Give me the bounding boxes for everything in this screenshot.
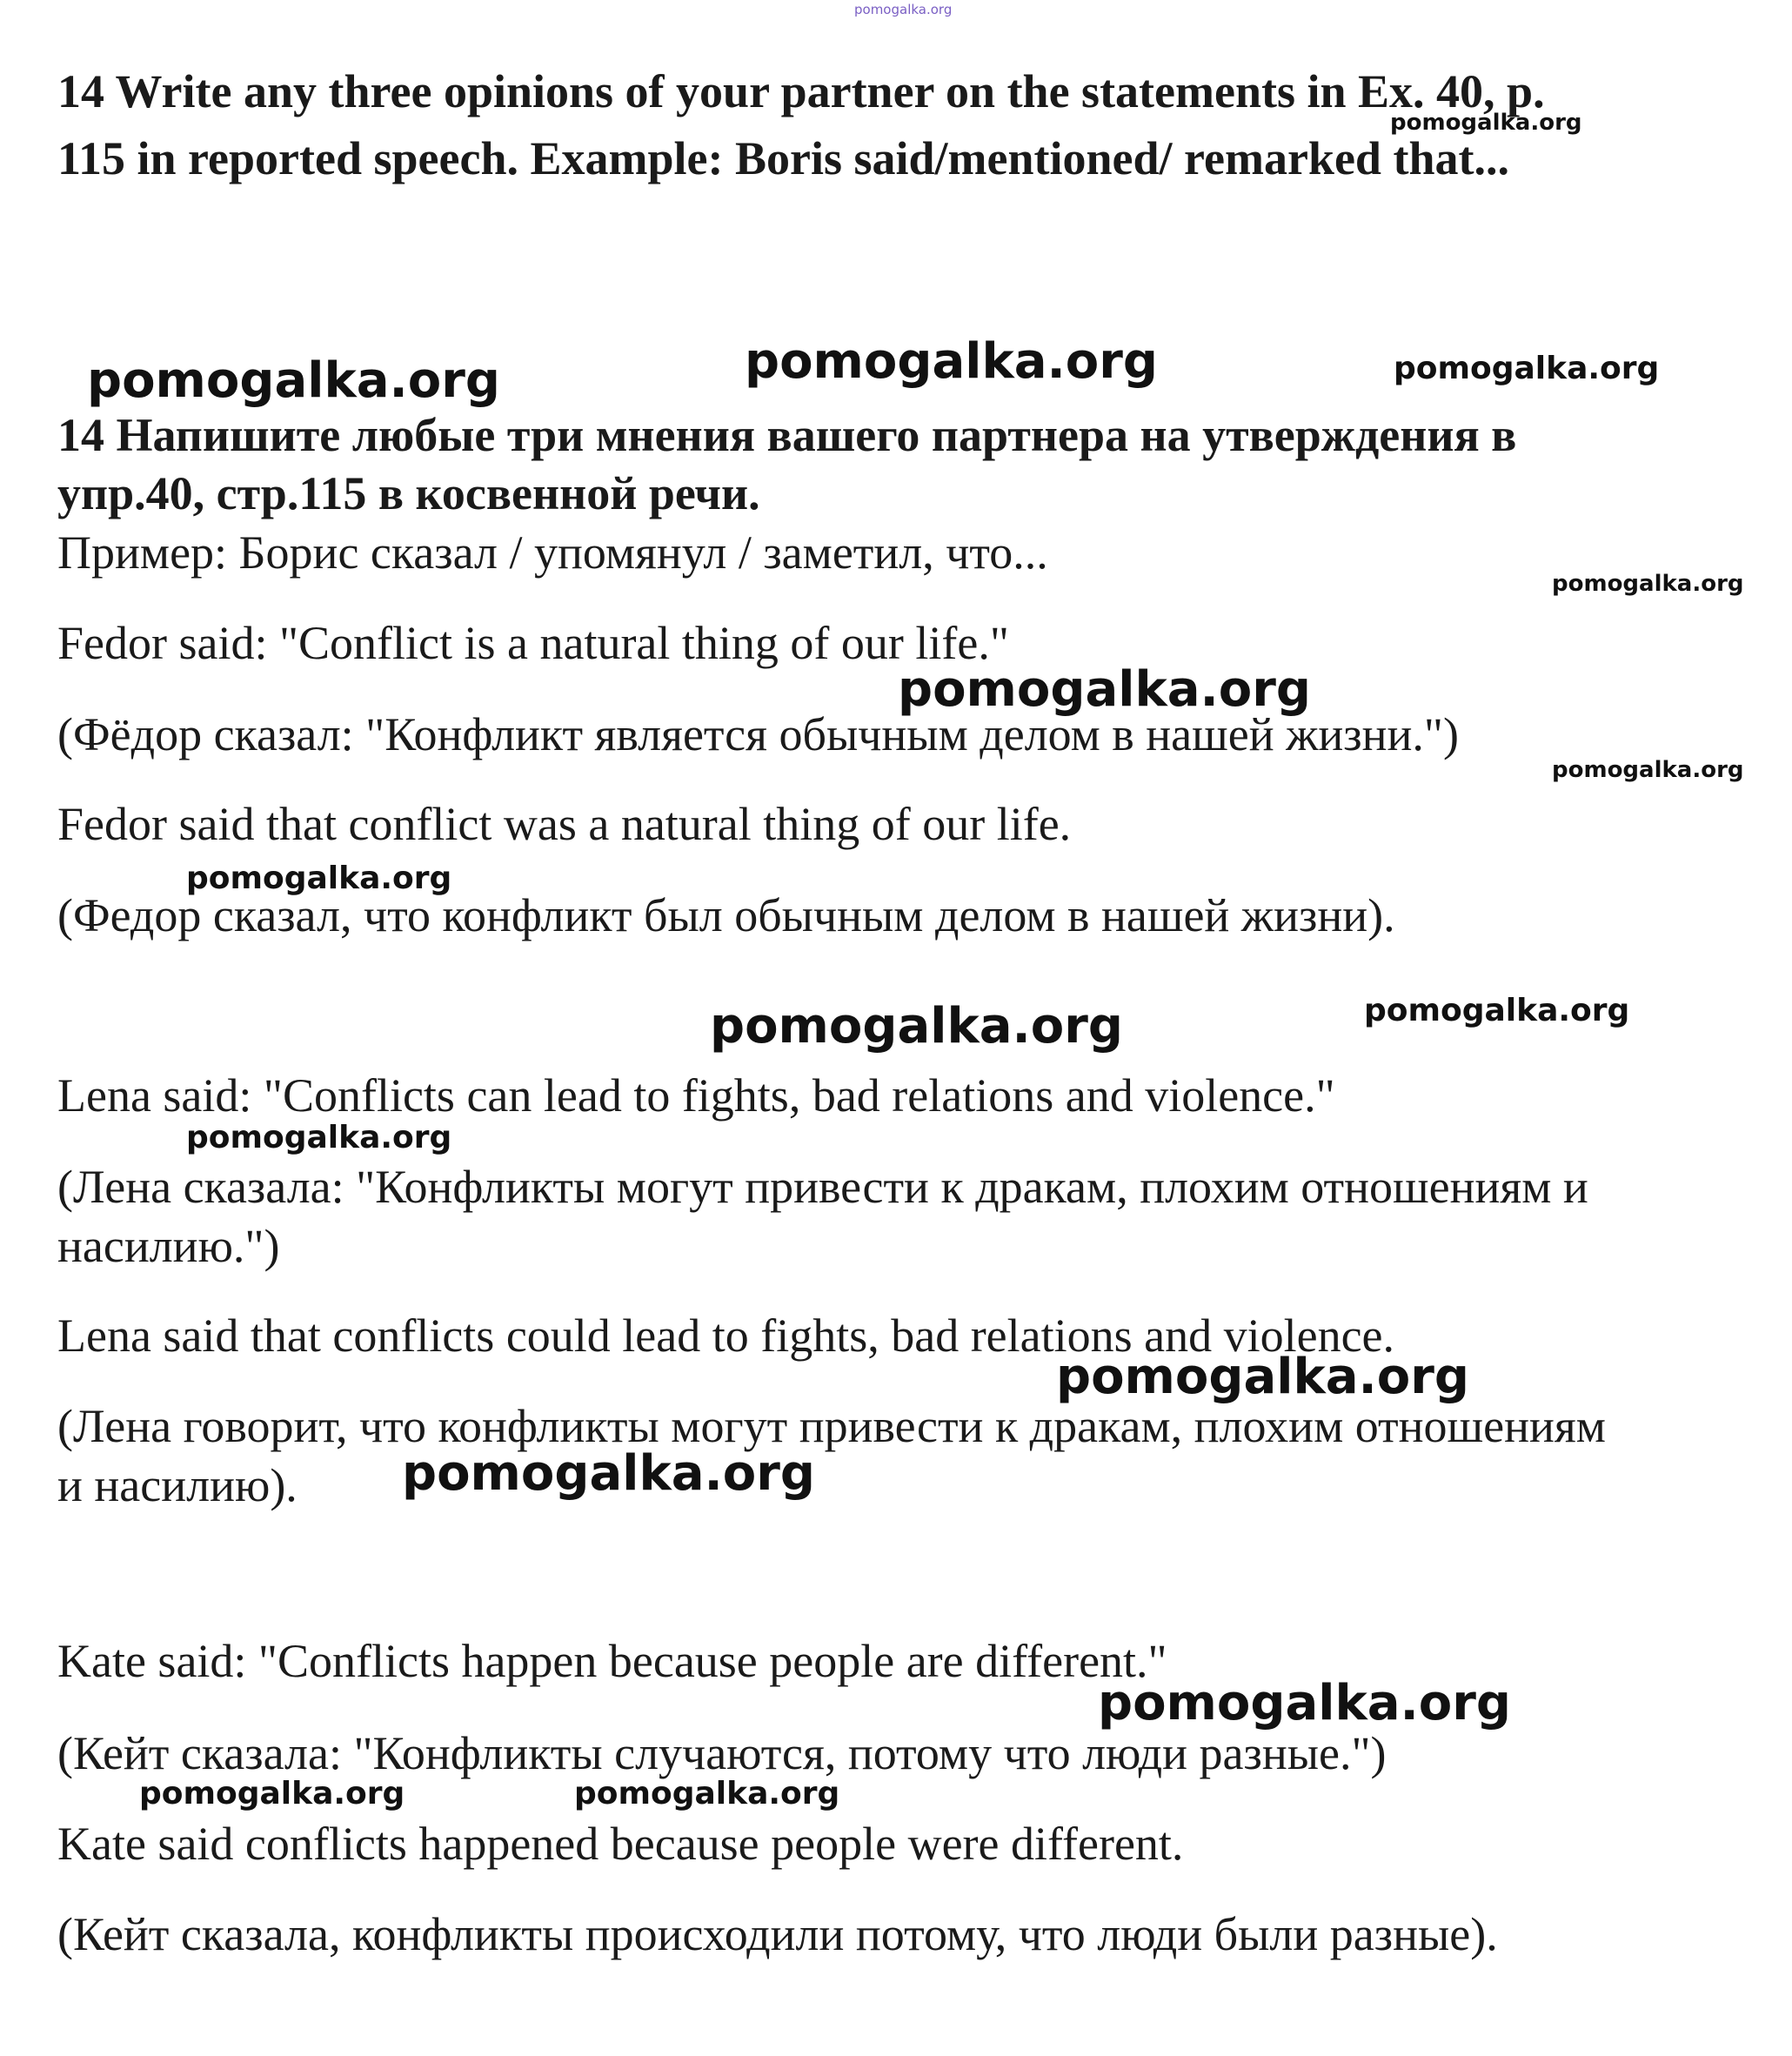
watermark: pomogalka.org bbox=[1098, 1675, 1511, 1731]
task-heading-en-line2: 115 in reported speech. Example: Boris said/mentioned/ remarked that... bbox=[57, 132, 1509, 184]
watermark: pomogalka.org bbox=[898, 661, 1311, 718]
answer-lena-direct-ru-line2: насилию.") bbox=[57, 1220, 280, 1272]
watermark: pomogalka.org bbox=[402, 1445, 815, 1502]
answer-kate-direct-ru: (Кейт сказала: "Конфликты случаются, потому что люди разные.") bbox=[57, 1727, 1387, 1779]
task-example: Пример: Борис сказал / упомянул / заметил, что... bbox=[57, 526, 1048, 579]
answer-lena-direct-ru-line1: (Лена сказала: "Конфликты могут привести к дракам, плохим отношениям и bbox=[57, 1161, 1588, 1213]
answer-fedor-direct: Fedor said: "Conflict is a natural thing of our life." bbox=[57, 617, 1009, 669]
watermark: pomogalka.org bbox=[1394, 351, 1660, 386]
task-heading-en-line1: 14 Write any three opinions of your partner on the statements in Ex. 40, p. bbox=[57, 65, 1545, 117]
watermark: pomogalka.org bbox=[186, 861, 452, 896]
answer-lena-reported-ru-line1: (Лена говорит, что конфликты могут привести к дракам, плохим отношениям bbox=[57, 1400, 1606, 1452]
answer-kate-reported: Kate said conflicts happened because people were different. bbox=[57, 1818, 1184, 1870]
answer-lena-direct: Lena said: "Conflicts can lead to fights, bad relations and violence." bbox=[57, 1069, 1335, 1122]
watermark: pomogalka.org bbox=[1056, 1349, 1469, 1405]
watermark: pomogalka.org bbox=[745, 333, 1158, 390]
watermark: pomogalka.org bbox=[1390, 110, 1582, 136]
watermark: pomogalka.org bbox=[87, 352, 500, 409]
watermark: pomogalka.org bbox=[710, 998, 1123, 1055]
task-heading-ru-line1: 14 Напишите любые три мнения вашего партнера на утверждения в bbox=[57, 409, 1517, 461]
watermark: pomogalka.org bbox=[574, 1776, 840, 1812]
answer-lena-reported: Lena said that conflicts could lead to fights, bad relations and violence. bbox=[57, 1309, 1395, 1362]
answer-kate-direct: Kate said: "Conflicts happen because people are different." bbox=[57, 1635, 1167, 1687]
header-watermark: pomogalka.org bbox=[854, 2, 953, 17]
watermark: pomogalka.org bbox=[186, 1120, 452, 1155]
answer-fedor-direct-ru: (Фёдор сказал: "Конфликт является обычным делом в нашей жизни.") bbox=[57, 708, 1459, 760]
answer-fedor-reported: Fedor said that conflict was a natural thing of our life. bbox=[57, 798, 1072, 850]
watermark: pomogalka.org bbox=[139, 1776, 405, 1812]
answer-fedor-reported-ru: (Федор сказал, что конфликт был обычным делом в нашей жизни). bbox=[57, 889, 1395, 941]
watermark: pomogalka.org bbox=[1552, 571, 1744, 597]
watermark: pomogalka.org bbox=[1364, 993, 1630, 1028]
watermark: pomogalka.org bbox=[1552, 757, 1744, 783]
answer-kate-reported-ru: (Кейт сказала, конфликты происходили потому, что люди были разные). bbox=[57, 1908, 1498, 1960]
task-heading-ru-line2: упр.40, стр.115 в косвенной речи. bbox=[57, 467, 760, 519]
answer-lena-reported-ru-line2: и насилию). bbox=[57, 1459, 298, 1511]
